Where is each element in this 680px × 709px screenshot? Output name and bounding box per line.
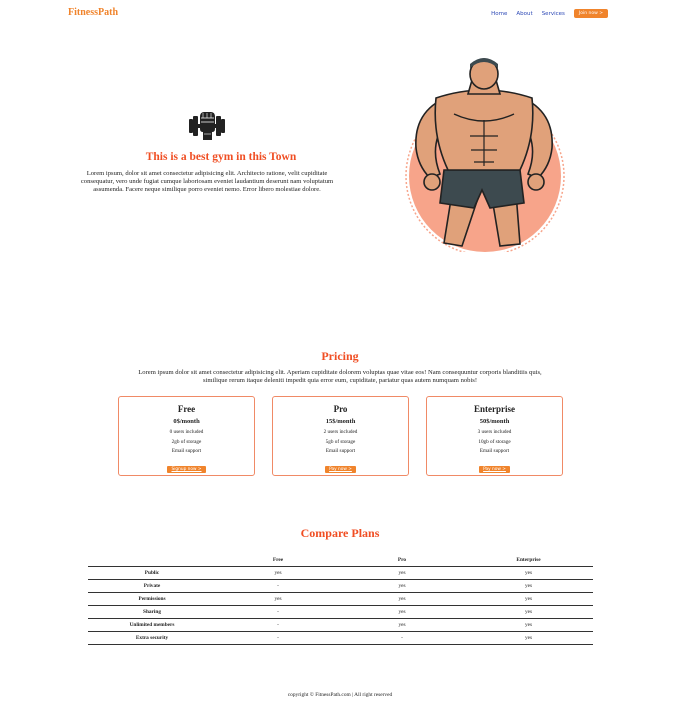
plan-name: Enterprise (474, 404, 515, 414)
plan-price: 50$/month (479, 418, 510, 425)
feature-cell: Public (88, 566, 216, 579)
value-cell: yes (464, 631, 593, 644)
table-row (88, 579, 593, 592)
pricing-title: Pricing (321, 349, 359, 363)
nav-link-about[interactable]: About (516, 10, 533, 17)
value-cell: yes (464, 592, 593, 605)
brand-logo[interactable]: FitnessPath (68, 7, 118, 18)
value-cell: yes (464, 618, 593, 631)
plan-feature: 0 users included (169, 429, 204, 435)
plan-name: Pro (333, 404, 348, 414)
nav-link-services[interactable]: Services (541, 10, 565, 17)
plan-feature: 10gb of storage (478, 438, 511, 445)
plan-card-pro (272, 396, 409, 476)
feature-cell: Sharing (88, 605, 216, 618)
compare-header-row (88, 554, 593, 566)
table-row (88, 592, 593, 605)
compare-header-cell: Free (216, 554, 340, 566)
hero-title: This is a best gym in this Town (145, 151, 297, 163)
value-cell: yes (464, 566, 593, 579)
footer-copyright: copyright © FitnessPath.com | All right reserved (287, 692, 393, 698)
plan-price: 0$/month (173, 418, 200, 425)
value-cell: - (216, 605, 340, 618)
table-row (88, 566, 593, 579)
plan-name: Free (177, 404, 196, 414)
pricing-text: Lorem ipsum dolor sit amet consectetur adipisicing elit. Aperiam cupiditate dolorem voluptas quae vitae eos! Nam consequuntur corporis blanditiis quis, similique rerum itaque deleniti impedit quia error eum, cupiditate, pariatur quas autem numquam nobis! (138, 369, 542, 384)
plan-card-enterprise (426, 396, 563, 476)
hero-text: Lorem ipsum, dolor sit amet consectetur adipisicing elit. Architecto ratione, velit cupiditate consequatur, vero unde fugiat cumque laboriosam eveniet laudantium deserunt nam voluptatum assumenda. Facere neque similique porro eveniet nemo. Error libero molestiae dolore. (80, 170, 334, 194)
compare-header-cell (88, 554, 216, 566)
pay-now-button-enterprise[interactable]: Pay now > (479, 466, 510, 473)
signup-now-button[interactable]: Signup now > (167, 466, 205, 473)
pricing-cards (118, 396, 563, 476)
table-row (88, 631, 593, 644)
value-cell: - (340, 631, 464, 644)
value-cell: yes (340, 579, 464, 592)
dumbbell-fist-icon (186, 108, 228, 142)
value-cell: yes (464, 579, 593, 592)
plan-price: 15$/month (325, 418, 356, 425)
table-row (88, 618, 593, 631)
join-now-button[interactable]: Join now > (574, 9, 608, 18)
value-cell: - (216, 631, 340, 644)
plan-feature: 2 users included (323, 429, 358, 435)
value-cell: - (216, 579, 340, 592)
plan-card-free (118, 396, 255, 476)
compare-table (88, 554, 593, 645)
feature-cell: Private (88, 579, 216, 592)
main-nav (491, 9, 608, 18)
plan-feature: Email support (171, 448, 202, 455)
plan-feature: 2gb of storage (171, 438, 202, 445)
pay-now-button-pro[interactable]: Pay now > (325, 466, 356, 473)
feature-cell: Permissions (88, 592, 216, 605)
feature-cell: Extra security (88, 631, 216, 644)
bodybuilder-illustration (392, 58, 575, 252)
value-cell: yes (464, 605, 593, 618)
compare-title: Compare Plans (300, 526, 380, 540)
value-cell: - (216, 618, 340, 631)
nav-link-home[interactable]: Home (491, 10, 508, 17)
plan-feature: Email support (479, 448, 510, 455)
table-row (88, 605, 593, 618)
plan-feature: Email support (325, 448, 356, 455)
value-cell: yes (216, 592, 340, 605)
plan-feature: 5gb of storage (325, 438, 356, 445)
value-cell: yes (340, 605, 464, 618)
value-cell: yes (216, 566, 340, 579)
value-cell: yes (340, 566, 464, 579)
feature-cell: Unlimited members (88, 618, 216, 631)
compare-header-cell: Pro (340, 554, 464, 566)
value-cell: yes (340, 618, 464, 631)
plan-feature: 3 users included (477, 429, 512, 435)
value-cell: yes (340, 592, 464, 605)
compare-header-cell: Enterprise (464, 554, 593, 566)
